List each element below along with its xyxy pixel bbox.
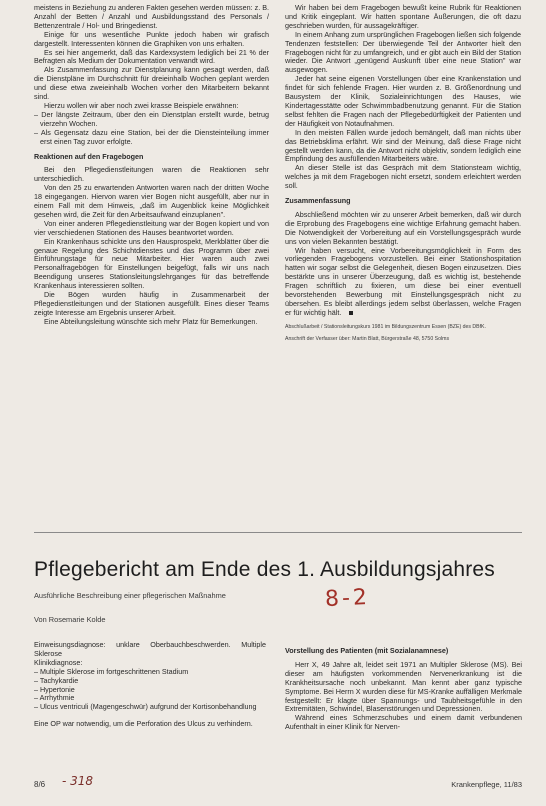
section-divider (34, 532, 522, 533)
paragraph: Die Bögen wurden häufig in Zusammenarbeit der Pflegedienstleitungen und der Stationen ausgefüllt. Eines dieser Teams zeigte Interesse am Ergebnis unserer Arbeit. (34, 290, 269, 317)
list-item: – Hypertonie (34, 684, 75, 694)
article-author: Von Rosemarie Kolde (34, 615, 106, 624)
article1-left-column (34, 4, 269, 327)
end-of-article-mark (349, 311, 353, 315)
article2-right-column (285, 641, 522, 732)
list-item: – Der längste Zeitraum, über den ein Dienstplan erstellt wurde, betrug vierzehn Wochen. (34, 109, 269, 128)
paragraph: An dieser Stelle ist das Gespräch mit dem Stationsteam wichtig, welches ja mit dem Fragebogen nicht ersetzt, sondern erleichtert werden soll. (285, 163, 521, 191)
paragraph: Wir haben bei dem Fragebogen bewußt keine Rubrik für Reaktionen und Kritik eingeplant. Wir hatten spontane Äußerungen, die oft dazu geschrieben wurden, für aussagekräftiger. (285, 3, 521, 30)
section-heading: Vorstellung des Patienten (mit Sozialanamnese) (285, 646, 449, 655)
footnote: Abschlußarbeit / Stationsleitungskurs 1981 im Bildungszentrum Essen (BZE) des DBfK. (285, 323, 486, 330)
paragraph: Ein Krankenhaus schickte uns den Hausprospekt, Merkblätter über die genaue Regelung des Schichtdienstes und das Programm über zwei Einführungstage für neue Mitarbeiter. Hier waren auch zwei Personalfragebögen für Einstellungen beigefügt, falls wir uns nach Beendigung unseres Stationsleitungslehrganges für das betreffende Krankenhaus interessieren sollten. (34, 236, 269, 291)
paragraph: Jeder hat seine eigenen Vorstellungen über eine Krankenstation und findet für sich fehlende Fragen. Hier wurden z. B. Größenordnung und Bausystem der Klinik, Sozialeinrichtungen des Hauses, wie Kindertagesstätte oder Schwimmbadbenutzung genannt. Für die Station selbst fehlten die Fragen nach der Pflegebedürftigkeit der Patienten und der Häufigkeit von Notaufnahmen. (285, 74, 521, 128)
paragraph: Klinikdiagnose: (34, 657, 83, 667)
handwritten-note: 8-2 (324, 584, 371, 613)
footnote: Anschrift der Verfasser über: Martin Blatt, Bürgerstraße 48, 5750 Solms (285, 336, 450, 343)
page-reference: 8/6 (34, 780, 46, 789)
section-heading: Reaktionen auf den Fragebogen (34, 151, 144, 161)
article-title: Pflegebericht am Ende des 1. Ausbildungsjahres (34, 558, 495, 581)
paragraph: Es sei hier angemerkt, daß das Kardexsystem lediglich bei 21 % der Befragten als Medium der Dokumentation verwandt wird. (34, 47, 269, 66)
list-item: – Arrhythmie (34, 693, 75, 703)
paragraph: Eine OP war notwendig, um die Perforation des Ulcus zu verhindern. (34, 719, 253, 729)
article-subtitle: Ausführliche Beschreibung einer pflegerischen Maßnahme (34, 591, 226, 600)
list-item: – Ulcus ventriculi (Magengeschwür) aufgrund der Kortisonbehandlung (34, 702, 257, 712)
paragraph: Von einer anderen Pflegedienstleitung war der Bogen kopiert und von vier verschiedenen Stationen des Hauses beantwortet worden. (34, 218, 269, 237)
list-item: – Multiple Sklerose im fortgeschrittenen Stadium (34, 666, 189, 676)
section-heading: Zusammenfassung (285, 196, 351, 206)
paragraph: meistens in Beziehung zu anderen Fakten gesehen werden müssen: z. B. Anzahl der Betten / Anzahl und Ausbildungsstand des Personals / Bettenzentrale / Hol- und Bringedienst. (34, 3, 269, 30)
list-item: – Tachykardie (34, 675, 79, 685)
article1-right-column (285, 4, 521, 343)
paragraph: In einem Anhang zum ursprünglichen Fragebogen ließen sich folgende Tendenzen feststellen: Der überwiegende Teil der Antworter hielt den Fragebogen nicht für zu umfangreich, und er gibt auch ein Bild der Station wieder. Die Antwort „genügend Auskunft über eine neue Station" war ausgewogen. (285, 29, 521, 75)
paragraph: Von den 25 zu erwartenden Antworten waren nach der dritten Woche 18 eingegangen. Hiervon waren vier Bogen nicht ausgefüllt, aber nur in einem Fall mit dem Hinweis, „daß im Augenblick keine Möglichkeit gesehen wird, die Zeit für den Arbeitsaufwand einzuplanen". (34, 183, 269, 219)
paragraph: Abschließend möchten wir zu unserer Arbeit bemerken, daß wir durch die Erprobung des Fragebogens eine wichtige Erfahrung gemacht haben. Die Notwendigkeit der Vorbereitung auf ein Vorstellungsgespräch wurde uns von vielen Bekannten bestätigt. (285, 209, 521, 246)
paragraph: Wir haben versucht, eine Vorbereitungsmöglichkeit in Form des vorliegenden Fragebogens vorzustellen. Bei einer Stationshospitation hatten wir sogar selbst die Gelegenheit, diesen Bogen einzusetzen. Dies bestärkte uns in unserer Überzeugung, daß es wichtig ist, bestehende Fragen schriftlich zu fixieren, um diese bei einer eventuell bevorstehenden Bewerbung mit Einstellungsgespräch nicht zu übersehen. Es bleibt allerdings jedem selbst überlassen, welche Fragen er für wichtig hält. (285, 245, 521, 317)
paragraph: Während eines Schmerzschubes und einem damit verbundenen Aufenthalt in einer Klinik für Nerven- (285, 713, 522, 732)
paragraph: Hierzu wollen wir aber noch zwei krasse Beispiele erwähnen: (44, 100, 239, 110)
list-item: – Als Gegensatz dazu eine Station, bei der die Diensteinteilung immer erst einen Tag zuvor erfolgte. (34, 127, 269, 146)
article2-left-column (34, 641, 266, 729)
paragraph: Als Zusammenfassung zur Dienstplanung kann gesagt werden, daß die Dienstpläne im Durchschnitt für dreieinhalb Wochen geplant werden und diese etwa zweieinhalb Wochen vorher den Mitarbeitern bekannt sind. (34, 65, 269, 102)
paragraph: In den meisten Fällen wurde jedoch bemängelt, daß man nichts über das Betriebsklima erfährt. Wir sind der Meinung, daß diese Frage nicht gestellt werden kann, da die Antwort nicht objektiv, sondern lediglich eine Empfindung des ausfüllenden Mitarbeiters wäre. (285, 127, 521, 164)
paragraph: Einweisungsdiagnose: unklare Oberbauchbeschwerden. Multiple Sklerose (34, 640, 266, 658)
paragraph: Bei den Pflegedienstleitungen waren die Reaktionen sehr unterschiedlich. (34, 165, 269, 184)
paragraph: Einige für uns wesentliche Punkte jedoch haben wir grafisch dargestellt. Interessenten können die Graphiken von uns erhalten. (34, 29, 269, 48)
pencil-annotation: - 318 (62, 774, 94, 788)
paragraph: Eine Abteilungsleitung wünschte sich mehr Platz für Bemerkungen. (44, 316, 258, 326)
journal-reference: Krankenpflege, 11/83 (451, 780, 522, 789)
paragraph: Herr X, 49 Jahre alt, leidet seit 1971 an Multipler Sklerose (MS). Bei dieser am häufigsten vorkommenden Nervenerkrankung ist die Krankheitsursache noch unbekannt. Man kennt aber ganz typische Symptome. Bei Herrn X wurden diese für MS-Kranke auffälligen Merkmale festgestellt: Er klagte über Spannungs- und Taubheitsgefühle in den Extremitäten, Schwindel, Blasenstörungen und Depressionen. (285, 659, 522, 714)
